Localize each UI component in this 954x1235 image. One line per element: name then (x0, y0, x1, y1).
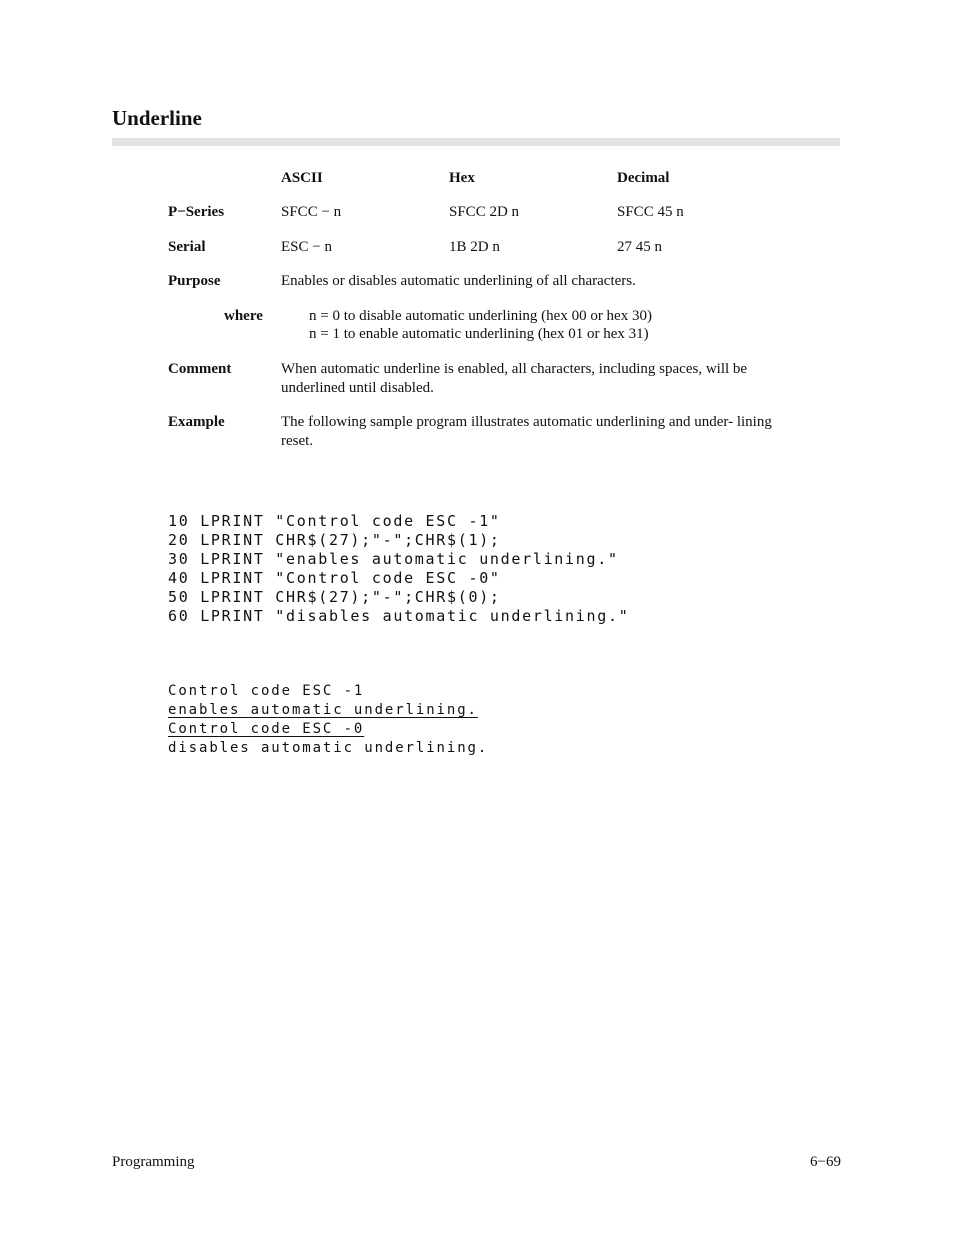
program-line: 40 LPRINT "Control code ESC -0" (168, 569, 501, 587)
row-p-series-hex: SFCC 2D n (449, 204, 520, 220)
example-label: Example (168, 414, 225, 430)
program-line: 30 LPRINT "enables automatic underlining." (168, 550, 619, 568)
where-label: where (224, 308, 263, 324)
output-line: Control code ESC -1 (168, 683, 365, 699)
page-title: Underline (112, 106, 202, 130)
purpose-label: Purpose (168, 273, 221, 289)
program-line: 20 LPRINT CHR$(27);"-";CHR$(1); (168, 531, 501, 549)
row-serial-hex: 1B 2D n (449, 239, 500, 255)
program-line: 10 LPRINT "Control code ESC -1" (168, 512, 501, 530)
header-decimal: Decimal (617, 170, 670, 186)
page-number: 6−69 (810, 1154, 841, 1170)
program-line: 50 LPRINT CHR$(27);"-";CHR$(0); (168, 588, 501, 606)
footer-section: Programming (112, 1154, 195, 1170)
row-p-series-decimal: SFCC 45 n (617, 204, 684, 220)
where-line-0: n = 0 to disable automatic underlining (hex 00 or hex 30) (309, 308, 652, 324)
row-serial-ascii: ESC − n (281, 239, 332, 255)
output-line-underlined: enables automatic underlining. (168, 702, 478, 718)
header-hex: Hex (449, 170, 475, 186)
where-line-1: n = 1 to enable automatic underlining (hex 01 or hex 31) (309, 326, 649, 342)
header-ascii: ASCII (281, 170, 323, 186)
comment-text: When automatic underline is enabled, all characters, including spaces, will be underlined until disabled. (281, 361, 748, 396)
output-line: disables automatic underlining. (168, 740, 489, 756)
row-p-series-ascii: SFCC − n (281, 204, 342, 220)
row-label-serial: Serial (168, 239, 206, 255)
title-rule (112, 138, 840, 146)
program-line: 60 LPRINT "disables automatic underlining." (168, 607, 630, 625)
row-serial-decimal: 27 45 n (617, 239, 662, 255)
purpose-text: Enables or disables automatic underlining of all characters. (281, 273, 636, 289)
example-text: The following sample program illustrates automatic underlining and under- lining reset. (281, 414, 772, 449)
output-line-underlined: Control code ESC -0 (168, 721, 365, 737)
row-label-p-series: P−Series (168, 204, 225, 220)
comment-label: Comment (168, 361, 232, 377)
